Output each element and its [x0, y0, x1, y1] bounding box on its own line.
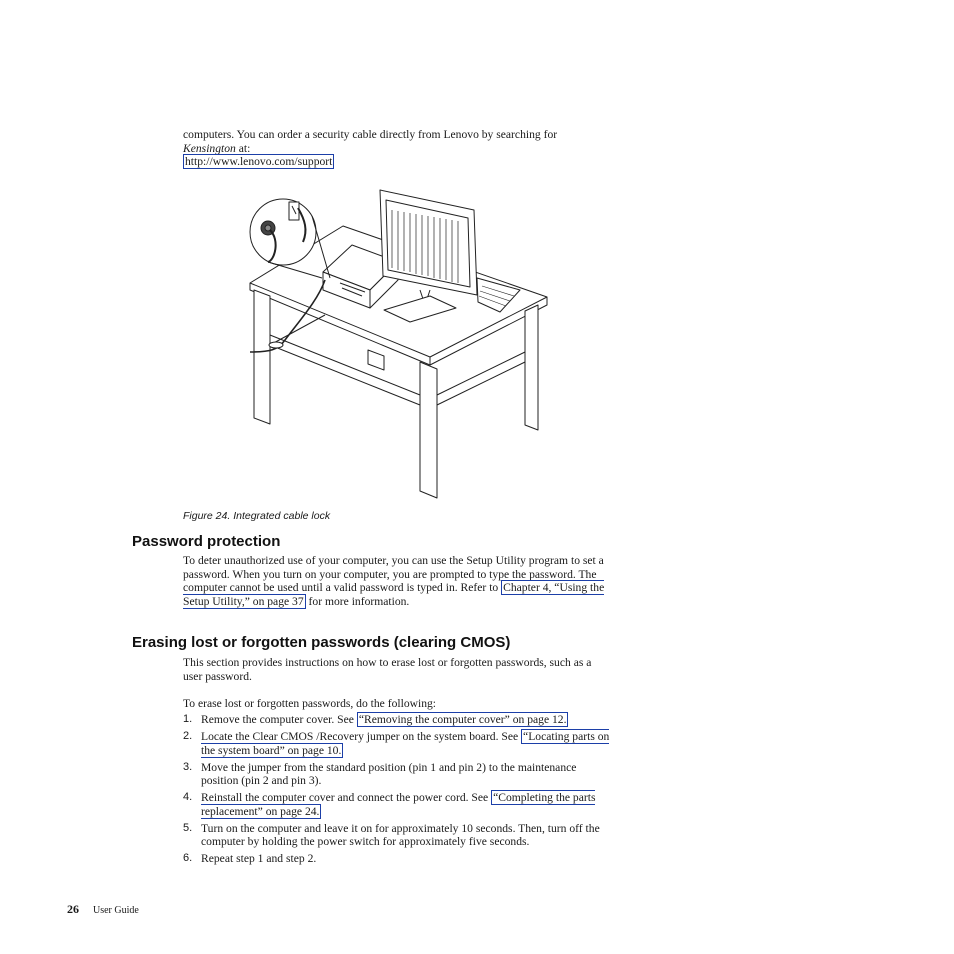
step-number: 2. [183, 729, 193, 742]
clearing-cmos-heading: Erasing lost or forgotten passwords (clearing CMOS) [132, 634, 511, 651]
list-item [183, 713, 613, 727]
page-number: 26 [67, 902, 79, 916]
step-text: Remove the computer cover. See [201, 713, 357, 726]
step-text: Turn on the computer and leave it on for approximately 10 seconds. Then, turn off the computer by holding the power switch for approximately five seconds. [201, 821, 600, 849]
cmos-intro-paragraph: This section provides instructions on how to erase lost or forgotten passwords, such as a user password. [183, 656, 592, 683]
step-number: 6. [183, 852, 193, 865]
intro-emphasis: Kensington [183, 141, 236, 155]
step-text: Reinstall the computer cover and connect the power cord. See [201, 791, 492, 805]
step-number: 1. [183, 713, 193, 725]
figure-caption: Figure 24. Integrated cable lock [183, 510, 331, 522]
step-number: 5. [183, 821, 193, 834]
page-footer [67, 902, 139, 917]
support-url-link[interactable]: http://www.lenovo.com/support [185, 155, 333, 169]
cmos-lead-paragraph: To erase lost or forgotten passwords, do the following: [183, 697, 437, 710]
password-protection-heading: Password protection [132, 533, 281, 550]
list-item [183, 791, 613, 818]
step-text: Locate the Clear CMOS /Recovery jumper on the system board. See [201, 729, 522, 743]
intro-after-emphasis: at: [235, 141, 251, 155]
footer-title: User Guide [93, 905, 139, 916]
completing-replacement-link[interactable]: “Completing the parts replacement” on page 24. [201, 791, 596, 818]
list-item [183, 822, 613, 849]
removing-cover-link[interactable]: “Removing the computer cover” on page 12. [358, 713, 567, 726]
step-text: Move the jumper from the standard position (pin 1 and pin 2) to the maintenance position (pin 2 and pin 3). [201, 760, 577, 788]
setup-utility-link[interactable]: Chapter 4, “Using the Setup Utility,” on page 37 [183, 581, 605, 608]
list-item [183, 761, 613, 788]
locating-parts-link[interactable]: “Locating parts on the system board” on page 10. [201, 729, 610, 757]
step-number: 4. [183, 791, 193, 804]
step-number: 3. [183, 760, 193, 773]
password-text-after: for more information. [305, 594, 410, 608]
cmos-steps-list [183, 713, 613, 869]
password-text-before: To deter unauthorized use of your computer, you can use the Setup Utility program to set a password. When you turn on your computer, you are prompted to type the password. The computer cannot be used until a valid password is typed in. Refer to [183, 554, 604, 595]
list-item [183, 852, 613, 866]
intro-line: computers. You can order a security cable directly from Lenovo by searching for [183, 128, 558, 141]
password-paragraph [183, 554, 613, 608]
step-text: Repeat step 1 and step 2. [201, 852, 317, 866]
list-item [183, 730, 613, 757]
